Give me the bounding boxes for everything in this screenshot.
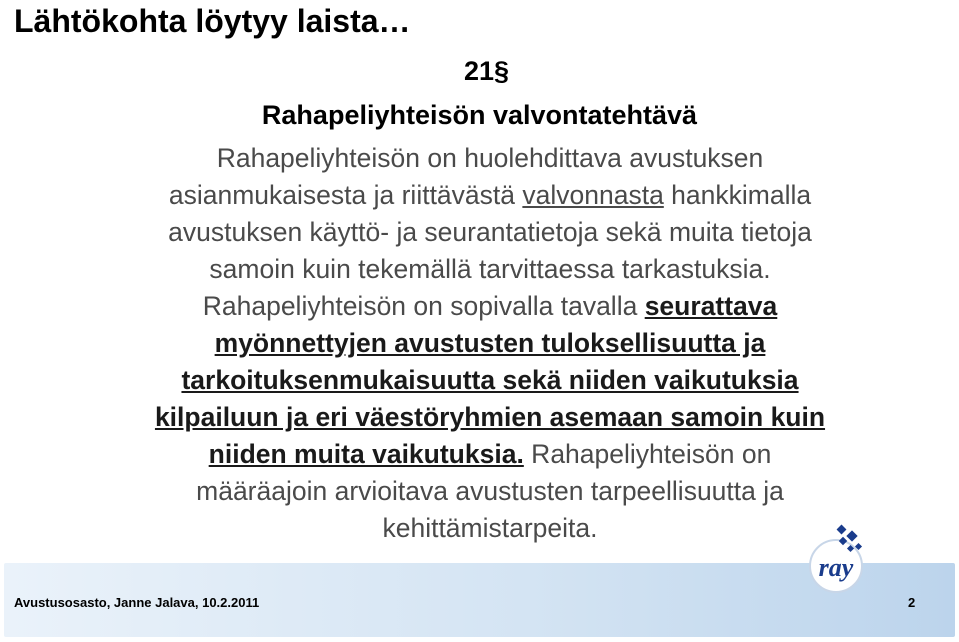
body-text-segment: asianmukaisesta ja riittävästä — [168, 180, 523, 210]
body-text-segment: Rahapeliyhteisön on sopivalla tavalla — [202, 291, 645, 321]
body-line-6 — [60, 325, 920, 362]
section-heading-text: Rahapeliyhteisön valvontatehtävä — [261, 100, 698, 130]
body-line-3 — [60, 214, 920, 251]
body-line-11 — [60, 510, 920, 547]
slide-title: Lähtökohta löytyy laista… — [14, 3, 411, 39]
body-line-8 — [60, 399, 920, 436]
body-line-7 — [60, 362, 920, 399]
underlined-term: valvonnasta — [522, 180, 664, 210]
body-paragraph — [60, 140, 920, 547]
logo-text: ray — [818, 553, 854, 582]
section-heading — [0, 98, 959, 132]
footer-credit: Avustusosasto, Janne Jalava, 10.2.2011 — [14, 595, 260, 610]
body-line-4 — [60, 251, 920, 288]
body-text-segment: hankkimalla — [663, 180, 812, 210]
body-text-segment: avustuksen käyttö- ja seurantatietoja sekä muita tietoja — [168, 217, 812, 247]
body-text-segment: samoin kuin tekemällä tarvittaessa tarkastuksia. — [209, 254, 771, 284]
emphasized-text: kilpailuun ja eri väestöryhmien asemaan samoin kuin — [154, 402, 826, 432]
body-text-segment: kehittämistarpeita. — [382, 513, 598, 543]
emphasized-text: seurattava — [644, 291, 778, 321]
body-line-1 — [60, 140, 920, 177]
body-line-10 — [60, 473, 920, 510]
ray-logo-icon — [796, 522, 876, 594]
section-number — [0, 54, 959, 88]
emphasized-text: niiden muita vaikutuksia. — [208, 439, 524, 469]
page-number: 2 — [908, 595, 916, 610]
section-number-text: 21§ — [463, 56, 510, 86]
body-line-5 — [60, 288, 920, 325]
emphasized-text: tarkoituksenmukaisuutta sekä niiden vaikutuksia — [181, 365, 799, 395]
body-text-segment: määräajoin arvioitava avustusten tarpeellisuutta ja — [196, 476, 784, 506]
body-line-9 — [60, 436, 920, 473]
body-text-segment: Rahapeliyhteisön on huolehdittava avustuksen — [216, 143, 764, 173]
emphasized-text: myönnettyjen avustusten tuloksellisuutta ja — [214, 328, 766, 358]
body-line-2 — [60, 177, 920, 214]
body-text-segment: Rahapeliyhteisön on — [523, 439, 772, 469]
